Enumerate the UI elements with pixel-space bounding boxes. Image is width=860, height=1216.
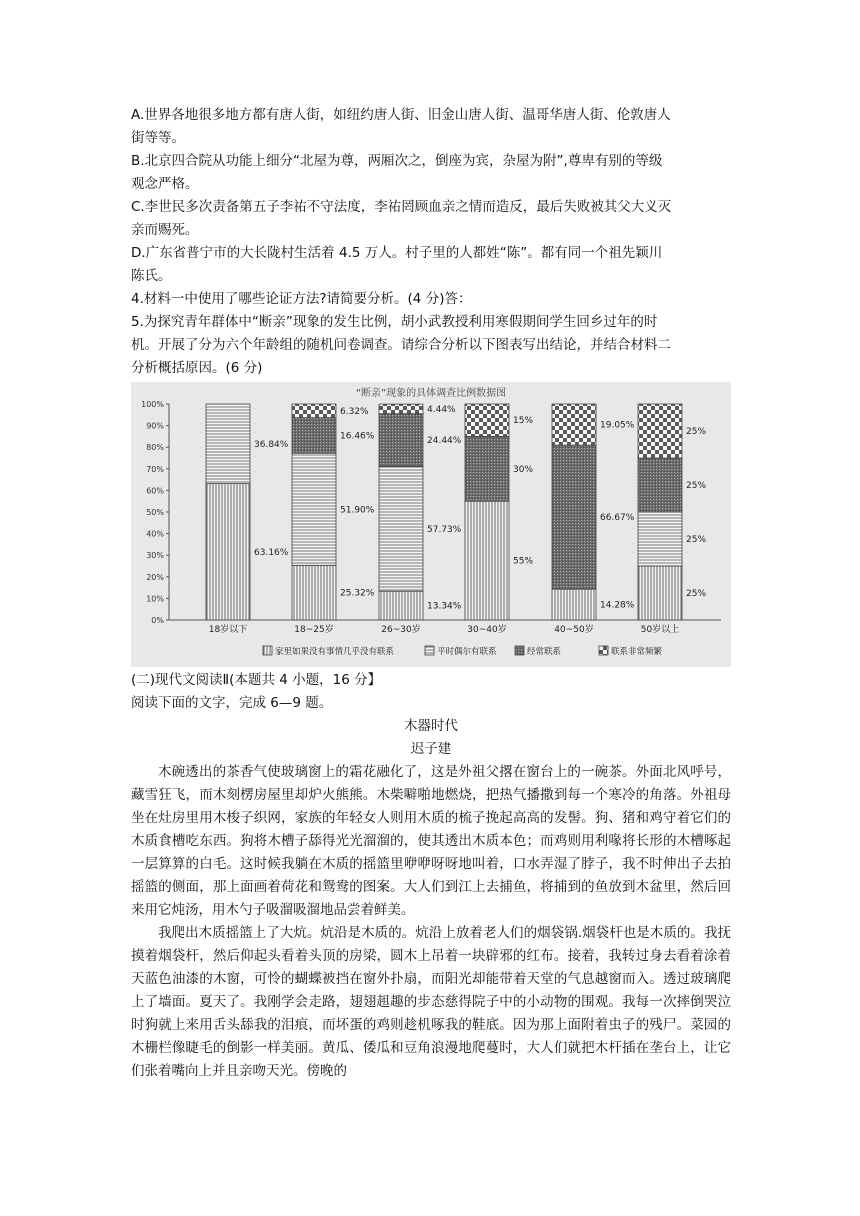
- legend-swatch: [263, 646, 272, 655]
- instruction: 阅读下面的文字，完成 6—9 题。: [131, 695, 333, 711]
- chart-title: “断亲”现象的具体调查比例数据图: [355, 388, 507, 399]
- y-tick-label: 60%: [146, 486, 164, 496]
- x-category-label: 18~25岁: [294, 625, 334, 635]
- bar-value-label: 4.44%: [427, 404, 456, 415]
- bar-segment: [465, 404, 509, 436]
- bar-segment: [292, 565, 336, 620]
- option-b-line-1: B.北京四合院从功能上细分“北屋为尊，两厢次之，倒座为宾，杂屋为附”,尊卑有别的等级: [131, 153, 663, 169]
- bar-value-label: 24.44%: [427, 436, 462, 447]
- bar-segment: [638, 512, 682, 566]
- bar-value-label: 13.34%: [427, 601, 462, 612]
- legend-swatch: [425, 646, 434, 655]
- bar-value-label: 6.32%: [340, 406, 369, 417]
- story-paragraph-1: 木碗透出的茶香气使玻璃窗上的霜花融化了，这是外祖父撂在窗台上的一碗茶。外面北风呼号，藏雪狂飞，而木刻楞房屋里却炉火熊熊。木柴噼啪地燃烧，把热气播撒到每一个寒冷的角落。外祖母坐在灶房里用木梭子织网，家族的年轻女人则用木质的梳子挽起高高的发髻。狗、猪和鸡守着它们的木质食槽吃东西。狗将木槽子舔得光光溜溜的，使其透出木质本色；而鸡则用利喙将长形的木槽啄起一层算算的白毛。这时候我躺在木质的摇篮里咿咿呀呀地叫着，口水弄湿了脖子，我不时伸出子去拍摇篮的侧面，那上面画着荷花和鸳鸯的图案。大人们到江上去捕鱼，将捕到的鱼放到木盆里，然后回来用它炖汤，用木勺子吸溜吸溜地品尝着鲜美。: [131, 764, 731, 918]
- question-4: 4.材料一中使用了哪些论证方法?请简要分析。(4 分)答：: [131, 291, 472, 307]
- bar-segment: [552, 445, 596, 589]
- y-tick-label: 30%: [146, 551, 164, 561]
- bar-segment: [465, 436, 509, 501]
- y-tick-label: 100%: [141, 400, 164, 409]
- bar-value-label: 19.05%: [600, 420, 635, 431]
- bar-value-label: 30%: [513, 464, 534, 475]
- y-tick-label: 10%: [146, 594, 164, 604]
- y-tick-label: 20%: [146, 572, 164, 582]
- legend-label: 联系非常频繁: [611, 647, 663, 657]
- bar-value-label: 14.28%: [600, 600, 635, 611]
- bar-segment: [638, 566, 682, 620]
- y-tick-label: 0%: [151, 616, 164, 625]
- option-c-line-2: 亲而赐死。: [131, 222, 199, 238]
- story-title: 木器时代: [404, 718, 458, 734]
- bar-value-label: 51.90%: [340, 505, 375, 516]
- bar-segment: [465, 501, 509, 620]
- bar-value-label: 25.32%: [340, 588, 375, 599]
- bar-segment: [638, 458, 682, 512]
- bar-value-label: 55%: [513, 556, 534, 567]
- bar-segment: [552, 404, 596, 445]
- option-d-line-1: D.广东省普宁市的大长陇村生活着 4.5 万人。村子里的人都姓“陈”。都有同一个祖先颖川: [131, 245, 663, 261]
- bar-value-label: 15%: [513, 416, 534, 427]
- bar-segment: [292, 453, 336, 565]
- x-category-label: 40~50岁: [554, 625, 594, 635]
- x-category-label: 30~40岁: [467, 625, 507, 635]
- option-a-line-2: 街等等。: [131, 130, 185, 146]
- legend-label: 家里如果没有事情几乎没有联系: [275, 647, 395, 657]
- option-a-line-1: A.世界各地很多地方都有唐人街，如纽约唐人街、旧金山唐人街、温哥华唐人街、伦敦唐人: [131, 107, 671, 123]
- bar-segment: [206, 404, 250, 484]
- bar-segment: [292, 404, 336, 418]
- y-tick-label: 80%: [146, 443, 164, 453]
- y-tick-label: 50%: [146, 508, 164, 517]
- story-author: 迟子建: [410, 741, 452, 757]
- bar-segment: [638, 404, 682, 458]
- bar-segment: [552, 589, 596, 620]
- x-category-label: 18岁以下: [208, 625, 248, 635]
- y-tick-label: 70%: [146, 464, 164, 474]
- option-b-line-2: 观念严格。: [131, 176, 199, 192]
- story-paragraph-2: 我爬出木质摇篮上了大炕。炕沿是木质的。炕沿上放着老人们的烟袋锅.烟袋杆也是木质的。我抚摸着烟袋杆，然后仰起头看着头顶的房梁，圆木上吊着一块辟邪的红布。接着，我转过身去看着涂着天蓝色油漆的木窗，可怜的蝴蝶被挡在窗外扑扇，而阳光却能带着天堂的气息越窗而入。透过玻璃爬上了墙面。夏天了。我刚学会走路，翅翅趄趣的步态慈得院子中的小动物的围观。我每一次摔倒哭泣时狗就上来用舌头舔我的泪痕，而坏蛋的鸡则趁机啄我的鞋底。因为那上面附着虫子的残尸。菜园的木栅栏像睫毛的倒影一样美丽。黄瓜、倭瓜和豆角浪漫地爬蔓时，大人们就把木杆插在垄台上，让它们张着嘴向上并且亲吻天光。傍晚的: [131, 925, 731, 1079]
- legend-swatch: [599, 646, 608, 655]
- legend-label: 经常联系: [527, 647, 562, 657]
- bar-segment: [206, 484, 250, 620]
- bar-value-label: 16.46%: [340, 431, 375, 442]
- option-c-line-1: C.李世民多次责备第五子李祐不守法度，李祐罔顾血亲之情而造反，最后失败被其父大义灭: [131, 199, 672, 215]
- legend-label: 平时偶尔有联系: [437, 647, 497, 657]
- bar-value-label: 66.67%: [600, 513, 635, 524]
- x-category-label: 26~30岁: [381, 625, 421, 635]
- section-heading: (二)现代文阅读Ⅱ(本题共 4 小题，16 分】: [131, 672, 382, 688]
- bar-value-label: 57.73%: [427, 524, 462, 535]
- bar-value-label: 36.84%: [254, 439, 289, 450]
- survey-chart-svg: [131, 382, 731, 667]
- bar-segment: [379, 414, 423, 467]
- question-5-line-1: 5.为探究青年群体中“断亲”现象的发生比例，胡小武教授利用寒假期间学生回乡过年的时: [131, 314, 658, 330]
- document-page: [131, 104, 731, 1083]
- bar-value-label: 63.16%: [254, 547, 289, 558]
- bar-value-label: 25%: [686, 481, 707, 491]
- bar-value-label: 25%: [686, 427, 707, 437]
- bar-segment: [379, 404, 423, 414]
- legend-swatch: [515, 646, 524, 655]
- x-category-label: 50岁以上: [640, 625, 680, 635]
- bar-segment: [379, 591, 423, 620]
- question-5-line-2: 机。开展了分为六个年龄组的随机问卷调查。请综合分析以下图表写出结论，并结合材料二: [131, 337, 671, 353]
- y-tick-label: 40%: [146, 529, 164, 539]
- bar-segment: [292, 418, 336, 454]
- bar-segment: [379, 466, 423, 591]
- question-5-line-3: 分析概括原因。(6 分): [131, 360, 263, 376]
- y-tick-label: 90%: [146, 421, 164, 431]
- bar-value-label: 25%: [686, 589, 707, 599]
- option-d-line-2: 陈氏。: [131, 268, 172, 284]
- bar-value-label: 25%: [686, 535, 707, 545]
- survey-chart: [131, 382, 731, 667]
